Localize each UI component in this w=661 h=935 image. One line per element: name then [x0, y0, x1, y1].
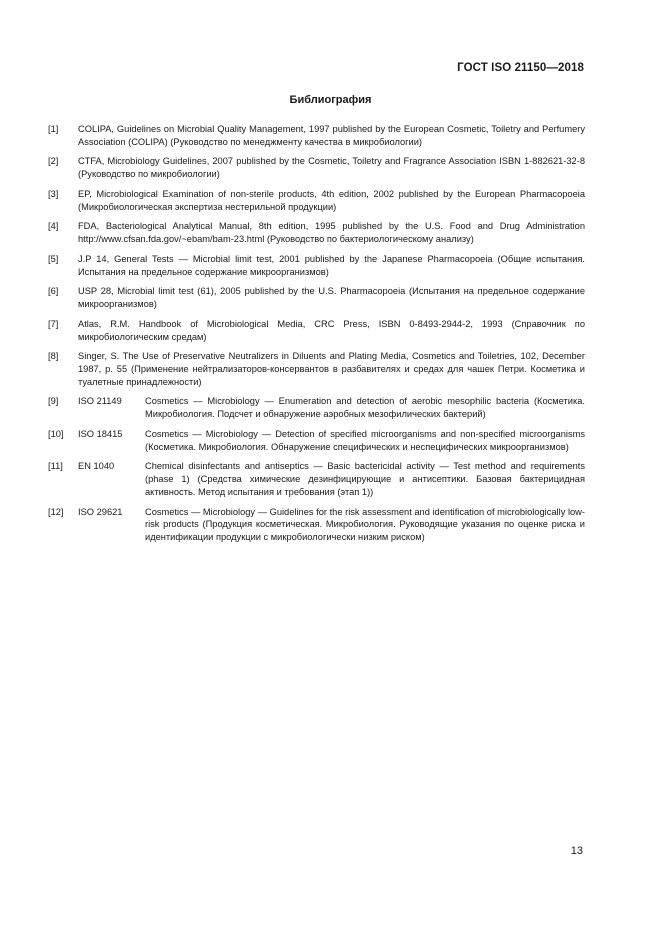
bibliography-entry — [48, 155, 585, 180]
entry-text: CTFA, Microbiology Guidelines, 2007 published by the Cosmetic, Toiletry and Fragrance Association ISBN 1-882621-32-8 (Руководство по микробиологии) — [78, 156, 585, 180]
bibliography-entry — [48, 220, 585, 245]
entry-number: [4] — [48, 221, 59, 232]
bibliography-entry — [48, 318, 585, 343]
entry-number: [9] — [48, 396, 59, 407]
entry-number: [10] — [48, 428, 64, 439]
bibliography-entry — [48, 428, 585, 453]
bibliography-entry — [48, 285, 585, 310]
entry-text: Cosmetics — Microbiology — Enumeration and detection of aerobic mesophilic bacteria (Косметика. Микробиология. Подсчет и обнаружение аэробных мезофилических бактерий) — [145, 396, 585, 420]
bibliography-entry — [48, 460, 585, 498]
entry-standard-code: ISO 21149 — [78, 396, 122, 407]
page-title: Библиография — [289, 94, 372, 106]
bibliography-entry — [48, 506, 585, 544]
page-number: 13 — [570, 845, 583, 857]
entry-text: Singer, S. The Use of Preservative Neutralizers in Diluents and Plating Media, Cosmetics and Toiletries, 102, December 1987, p. 55 (Применение нейтрализаторов-консервантов в разбавителях и средах для чашек Петри. Косметика и туалетные принадлежности) — [78, 351, 585, 387]
entry-number: [8] — [48, 351, 59, 362]
entry-number: [6] — [48, 286, 59, 297]
entry-number: [12] — [48, 506, 64, 517]
entry-text: USP 28, Microbial limit test (61), 2005 published by the U.S. Pharmacopoeia (Испытания на предельное содержание микроорганизмов) — [78, 286, 585, 310]
entry-standard-code: EN 1040 — [78, 461, 115, 472]
entry-number: [7] — [48, 318, 59, 329]
bibliography-entry — [48, 188, 585, 213]
entry-text: Cosmetics — Microbiology — Guidelines for the risk assessment and identification of microbiologically low-risk products (Продукция косметическая. Микробиология. Руководящие указания по оценке риска и идентификации продукции с микробиологически низким риском) — [145, 506, 585, 542]
bibliography-entry — [48, 123, 585, 148]
entry-text: EP, Microbiological Examination of non-sterile products, 4th edition, 2002 published by the European Pharmacopoeia (Микробиологическая экспертиза нестерильной продукции) — [78, 188, 585, 212]
bibliography-entry — [48, 350, 585, 388]
entry-number: [2] — [48, 156, 59, 167]
entry-text: Cosmetics — Microbiology — Detection of specified microorganisms and non-specified microorganisms (Косметика. Микробиология. Обнаружение специфических и неспецифических микроорганизмов) — [145, 428, 585, 452]
entry-number: [1] — [48, 124, 59, 134]
entry-number: [5] — [48, 253, 59, 264]
entry-standard-code: ISO 29621 — [78, 506, 123, 517]
bibliography-list — [48, 123, 585, 551]
entry-text: Chemical disinfectants and antiseptics — Basic bactericidal activity — Test method and requirements (phase 1) (Средства химические дезинфицирующие и антисептики. Базовая бактерицидная активность. Метод испытания и требования (этап 1)) — [145, 461, 585, 497]
bibliography-entry — [48, 395, 585, 420]
entry-text: Atlas, R.M. Handbook of Microbiological Media, CRC Press, ISBN 0-8493-2944-2, 1993 (Справочник по микробиологическим средам) — [78, 318, 585, 342]
entry-number: [11] — [48, 461, 63, 472]
document-header-id: ГОСТ ISO 21150—2018 — [457, 62, 584, 74]
entry-number: [3] — [48, 188, 59, 199]
bibliography-entry — [48, 253, 585, 278]
entry-text: J.P 14, General Tests — Microbial limit test, 2001 published by the Japanese Pharmacopoeia (Общие испытания. Испытания на предельное содержание микроорганизмов) — [78, 253, 585, 277]
entry-text: FDA, Bacteriological Analytical Manual, 8th edition, 1995 published by the U.S. Food and Drug Administration http://www.cfsan.fda.gov/~ebam/bam-23.html (Руководство по бактериологическому анализу) — [78, 221, 585, 245]
entry-text: COLIPA, Guidelines on Microbial Quality Management, 1997 published by the European Cosmetic, Toiletry and Perfumery Association (COLIPA) (Руководство по менеджменту качества в микробиологии) — [78, 124, 585, 147]
entry-standard-code: ISO 18415 — [78, 428, 123, 439]
